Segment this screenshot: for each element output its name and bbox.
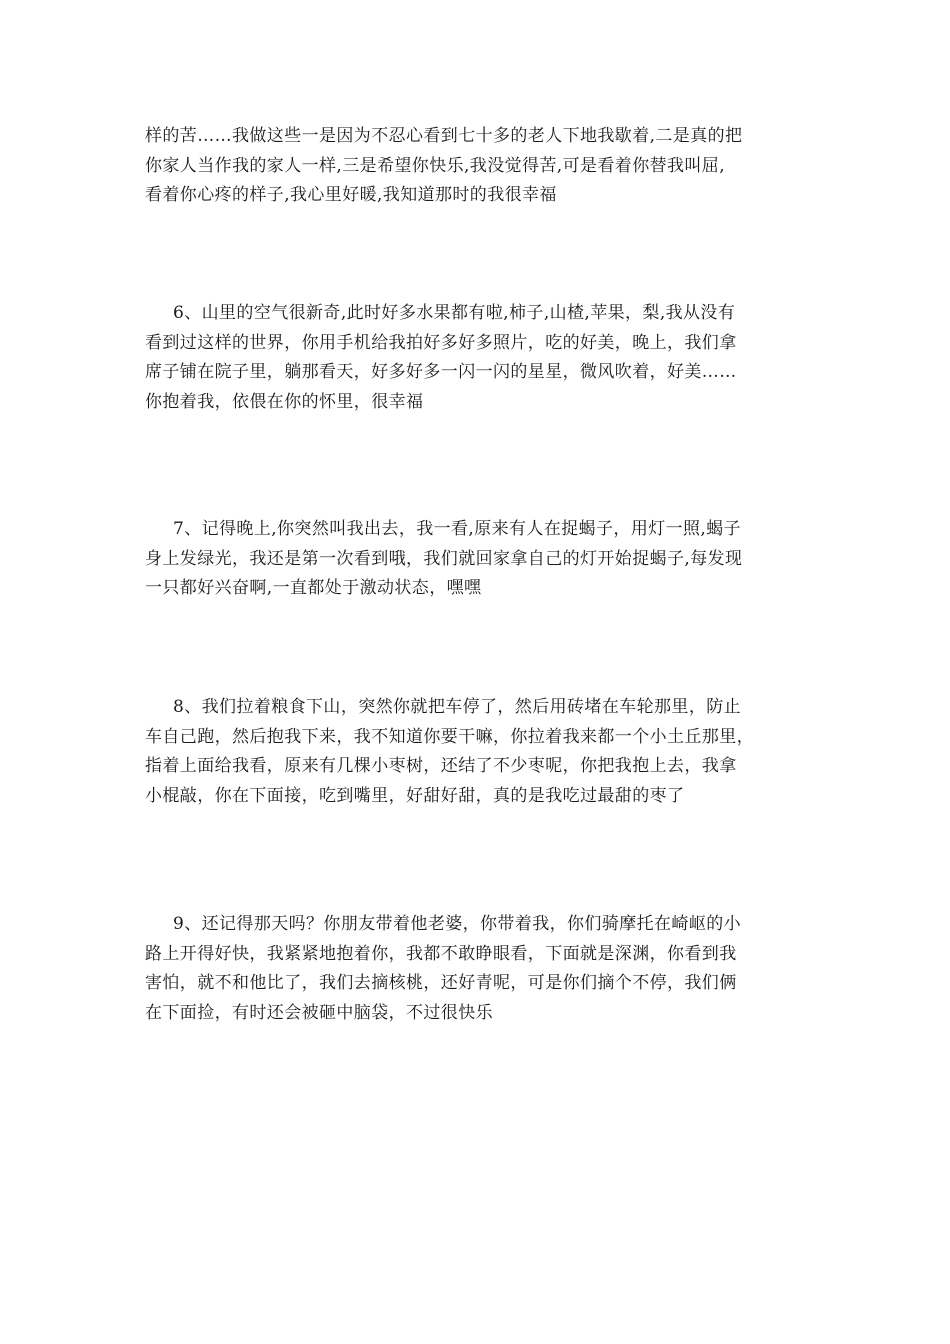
- text-line: 7、记得晚上,你突然叫我出去，我一看,原来有人在捉蝎子，用灯一照,蝎子: [173, 519, 742, 539]
- text-line: 6、山里的空气很新奇,此时好多水果都有啦,柿子,山楂,苹果，梨,我从没有: [173, 303, 736, 323]
- text-line: 在下面捡，有时还会被砸中脑袋，不过很快乐: [145, 1002, 493, 1023]
- paragraph-item-8: [145, 693, 810, 811]
- text-line: 看着你心疼的样子,我心里好暖,我知道那时的我很幸福: [145, 185, 557, 205]
- text-line: 指着上面给我看，原来有几棵小枣树，还结了不少枣呢，你把我抱上去，我拿: [145, 756, 737, 776]
- text-line: 害怕，就不和他比了，我们去摘核桃，还好青呢，可是你们摘个不停，我们俩: [145, 973, 737, 993]
- text-line: 你家人当作我的家人一样,三是希望你快乐,我没觉得苦,可是看着你替我叫屈,: [145, 155, 726, 176]
- paragraph-continuation: [145, 122, 810, 211]
- text-line: 一只都好兴奋啊,一直都处于激动状态，嘿嘿: [145, 578, 482, 598]
- text-line: 样的苦……我做这些一是因为不忍心看到七十多的老人下地我歇着,二是真的把: [145, 126, 743, 146]
- text-line: 路上开得好快，我紧紧地抱着你，我都不敢睁眼看，下面就是深渊，你看到我: [145, 943, 737, 964]
- text-line: 9、还记得那天吗？你朋友带着他老婆，你带着我，你们骑摩托在崎岖的小: [173, 914, 742, 934]
- text-line: 8、我们拉着粮食下山，突然你就把车停了，然后用砖堵在车轮那里，防止: [173, 697, 742, 717]
- paragraph-item-7: [145, 515, 810, 604]
- paragraph-item-9: [145, 910, 810, 1028]
- paragraph-item-6: [145, 299, 810, 417]
- text-line: 身上发绿光，我还是第一次看到哦，我们就回家拿自己的灯开始捉蝎子,每发现: [145, 548, 743, 569]
- text-line: 小棍敲，你在下面接，吃到嘴里，好甜好甜，真的是我吃过最甜的枣了: [145, 785, 685, 806]
- text-line: 看到过这样的世界，你用手机给我拍好多好多照片，吃的好美，晚上，我们拿: [145, 332, 737, 353]
- text-line: 席子铺在院子里，躺那看天，好多好多一闪一闪的星星，微风吹着，好美……: [145, 362, 737, 382]
- text-line: 你抱着我，依偎在你的怀里，很幸福: [145, 391, 424, 412]
- text-line: 车自己跑，然后抱我下来，我不知道你要干嘛，你拉着我来都一个小土丘那里，: [145, 726, 754, 747]
